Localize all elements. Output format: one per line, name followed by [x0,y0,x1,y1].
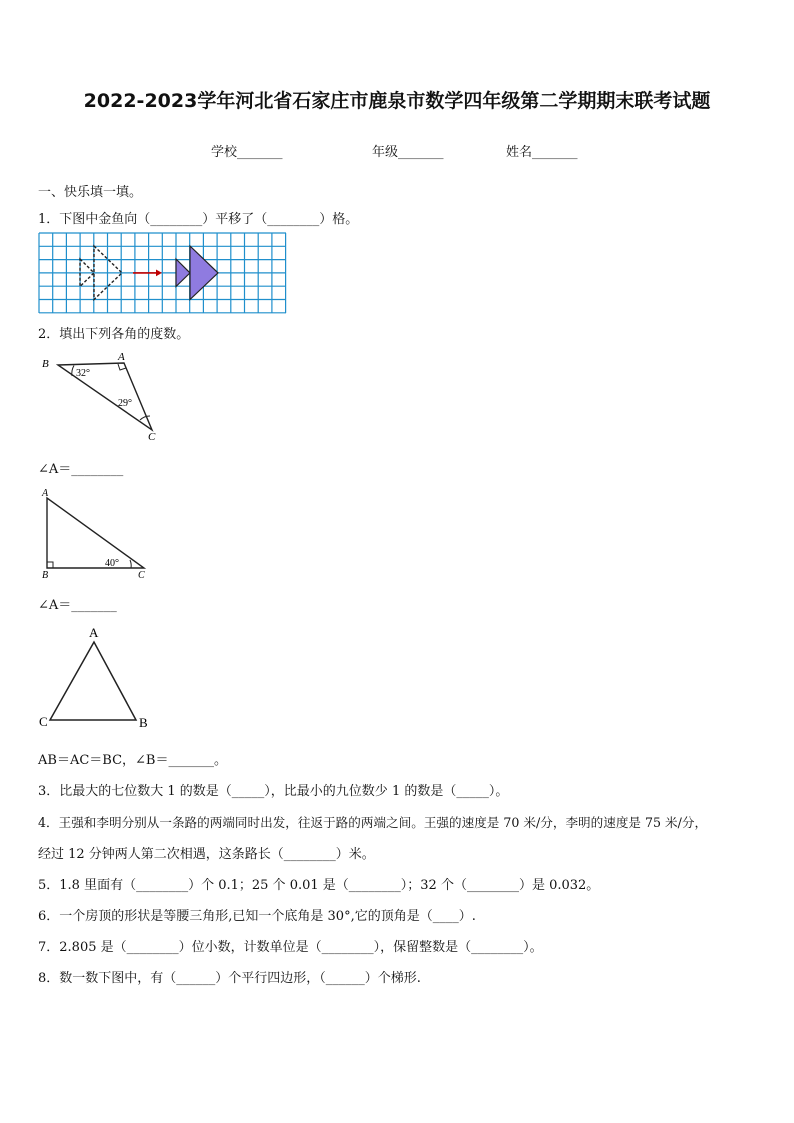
triangle-figure-3 [38,624,158,734]
question-6: 6．一个房顶的形状是等腰三角形,已知一个底角是 30°,它的顶角是（____）. [38,909,476,924]
grade-field: 年级_______ [372,145,444,160]
vertex-label: B [139,715,148,730]
question-1: 1．下图中金鱼向（________）平移了（________）格。 [38,212,359,227]
fish-grid-figure [38,232,288,314]
school-field: 学校_______ [211,145,283,160]
triangle-figure-2 [38,486,158,581]
answer-line-3: AB＝AC＝BC，∠B＝_______。 [38,753,227,768]
moved-fish [176,246,218,300]
question-3: 3．比最大的七位数大 1 的数是（_____），比最小的九位数少 1 的数是（_____）。 [38,784,509,799]
question-2: 2．填出下列各角的度数。 [38,327,190,342]
question-5: 5．1.8 里面有（________）个 0.1；25 个 0.01 是（________）；32 个（________）是 0.032。 [38,878,600,893]
question-8: 8．数一数下图中，有（______）个平行四边形，（______）个梯形. [38,971,421,986]
name-field: 姓名_______ [506,145,578,160]
angle-label: 32° [76,368,90,379]
question-7: 7．2.805 是（________）位小数，计数单位是（________），保留整数是（________）。 [38,940,543,955]
grid-lines [39,233,286,313]
vertex-label: C [138,570,145,581]
question-4-line-2: 经过 12 分钟两人第二次相遇，这条路长（________）米。 [38,847,375,862]
angle-label: 29° [118,398,132,409]
answer-line-2: ∠A＝_______ [38,598,117,613]
section-heading: 一、快乐填一填。 [38,185,143,200]
vertex-label: B [42,570,49,581]
vertex-label: B [42,358,49,370]
translation-arrow [133,270,162,277]
vertex-label: A [89,625,99,640]
vertex-label: A [42,488,49,499]
triangle-figure-1 [38,350,168,445]
vertex-label: C [148,431,156,443]
page-title: 2022-2023学年河北省石家庄市鹿泉市数学四年级第二学期期末联考试题 [83,90,711,112]
angle-label: 40° [105,558,119,569]
vertex-label: A [118,351,125,363]
vertex-label: C [39,714,48,729]
answer-line-1: ∠A＝________ [38,462,124,477]
question-4-line-1: 4．王强和李明分别从一条路的两端同时出发，往返于路的两端之间。王强的速度是 70 米/分，李明的速度是 75 米/分， [38,815,708,830]
